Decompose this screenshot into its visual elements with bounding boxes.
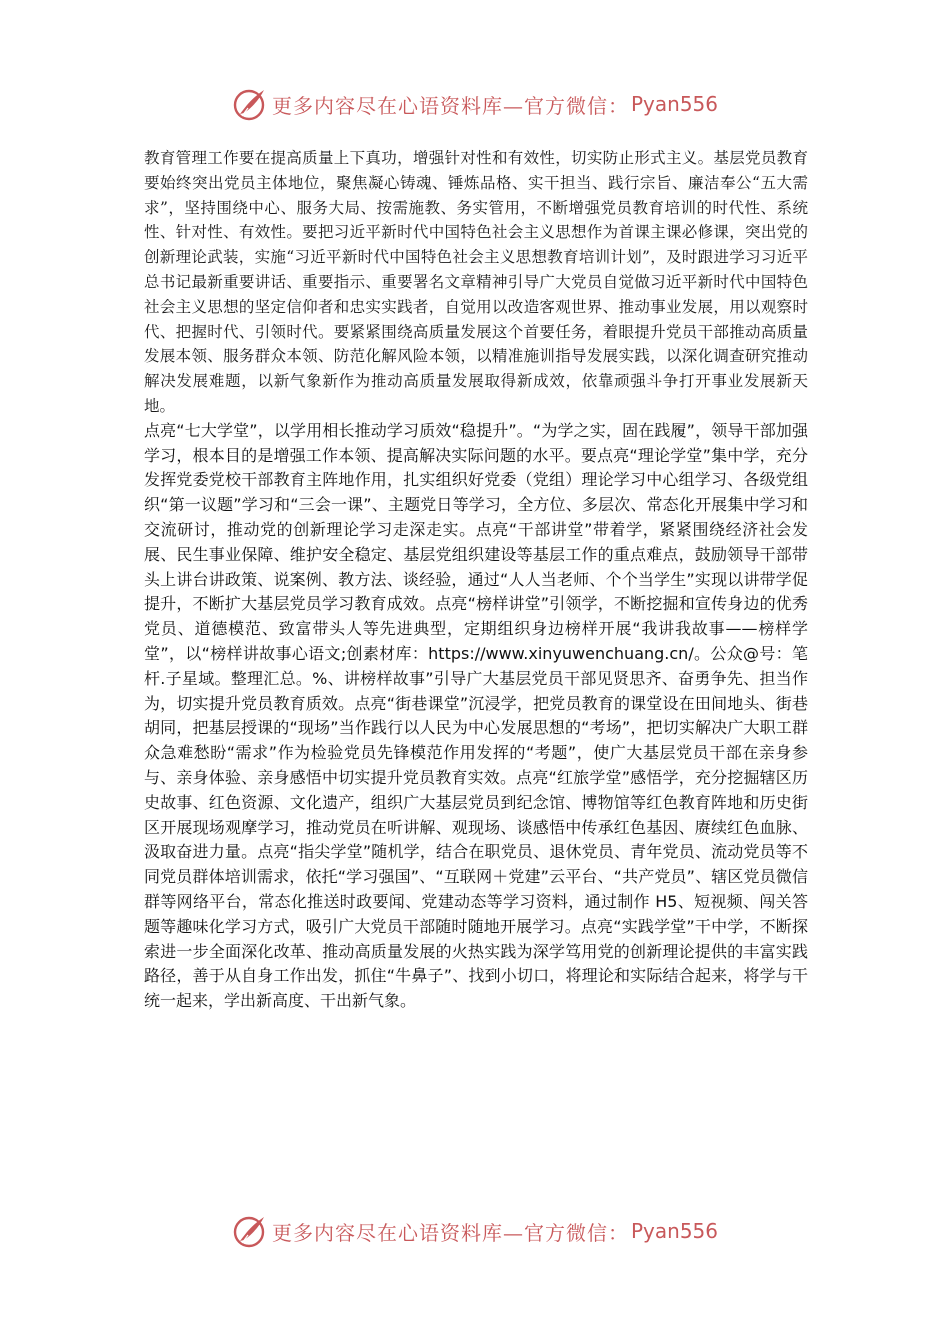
banner-wechat-id: Pyan556 <box>630 92 718 116</box>
document-body <box>144 146 808 1014</box>
header-banner <box>0 84 950 124</box>
quill-logo-icon <box>232 1213 268 1249</box>
footer-banner <box>0 1211 950 1251</box>
banner-text: 更多内容尽在心语资料库—官方微信： <box>271 93 629 118</box>
paragraph: 教育管理工作要在提高质量上下真功，增强针对性和有效性，切实防止形式主义。基层党员教育要始终突出党员主体地位，聚焦凝心铸魂、锤炼品格、实干担当、践行宗旨、廉洁奉公“五大需求”，坚持围绕中心、服务大局、按需施教、务实管用，不断增强党员教育培训的时代性、系统性、针对性、有效性。要把习近平新时代中国特色社会主义思想作为首课主课必修课，突出党的创新理论武装，实施“习近平新时代中国特色社会主义思想教育培训计划”，及时跟进学习习近平总书记最新重要讲话、重要指示、重要署名文章精神引导广大党员自觉做习近平新时代中国特色社会主义思想的坚定信仰者和忠实实践者，自觉用以改造客观世界、推动事业发展，用以观察时代、把握时代、引领时代。要紧紧围绕高质量发展这个首要任务，着眼提升党员干部推动高质量发展本领、服务群众本领、防范化解风险本领，以精准施训指导发展实践，以深化调查研究推动解决发展难题，以新气象新作为推动高质量发展取得新成效，依靠顽强斗争打开事业发展新天地。 <box>144 149 808 415</box>
quill-logo-icon <box>232 86 268 122</box>
banner-wechat-id: Pyan556 <box>630 1219 718 1243</box>
paragraph: 点亮“七大学堂”，以学用相长推动学习质效“稳提升”。“为学之实，固在践履”，领导干部加强学习，根本目的是增强工作本领、提高解决实际问题的水平。要点亮“理论学堂”集中学，充分发挥党委党校干部教育主阵地作用，扎实组织好党委（党组）理论学习中心组学习、各级党组织“第一议题”学习和“三会一课”、主题党日等学习，全方位、多层次、常态化开展集中学习和交流研讨，推动党的创新理论学习走深走实。点亮“干部讲堂”带着学，紧紧围绕经济社会发展、民生事业保障、维护安全稳定、基层党组织建设等基层工作的重点难点，鼓励领导干部带头上讲台讲政策、说案例、教方法、谈经验，通过“人人当老师、个个当学生”实现以讲带学促提升，不断扩大基层党员学习教育成效。点亮“榜样讲堂”引领学，不断挖掘和宣传身边的优秀党员、道德模范、致富带头人等先进典型，定期组织身边榜样开展“我讲我故事——榜样学堂”，以“榜样讲故事心语文;创素材库：https://www.xinyuwenchuang.cn/。公众@号：笔杆.子星域。整理汇总。%、讲榜样故事”引导广大基层党员干部见贤思齐、奋勇争先、担当作为，切实提升党员教育质效。点亮“街巷课堂”沉浸学，把党员教育的课堂设在田间地头、街巷胡同，把基层授课的“现场”当作践行以人民为中心发展思想的“考场”，把切实解决广大职工群众急难愁盼“需求”作为检验党员先锋模范作用发挥的“考题”，使广大基层党员干部在亲身参与、亲身体验、亲身感悟中切实提升党员教育实效。点亮“红旅学堂”感悟学，充分挖掘辖区历史故事、红色资源、文化遗产，组织广大基层党员到纪念馆、博物馆等红色教育阵地和历史街区开展现场观摩学习，推动党员在听讲解、观现场、谈感悟中传承红色基因、赓续红色血脉、汲取奋进力量。点亮“指尖学堂”随机学，结合在职党员、退休党员、青年党员、流动党员等不同党员群体培训需求，依托“学习强国”、“互联网＋党建”云平台、“共产党员”、辖区党员微信群等网络平台，常态化推送时政要闻、党建动态等学习资料，通过制作 H5、短视频、闯关答题等趣味化学习方式，吸引广大党员干部随时随地开展学习。点亮“实践学堂”干中学，不断探索进一步全面深化改革、推动高质量发展的火热实践为深学笃用党的创新理论提供的丰富实践路径，善于从自身工作出发，抓住“牛鼻子”、找到小切口，将理论和实际结合起来，将学与干统一起来，学出新高度、干出新气象。 <box>144 420 808 1011</box>
banner-text: 更多内容尽在心语资料库—官方微信： <box>271 1220 629 1245</box>
